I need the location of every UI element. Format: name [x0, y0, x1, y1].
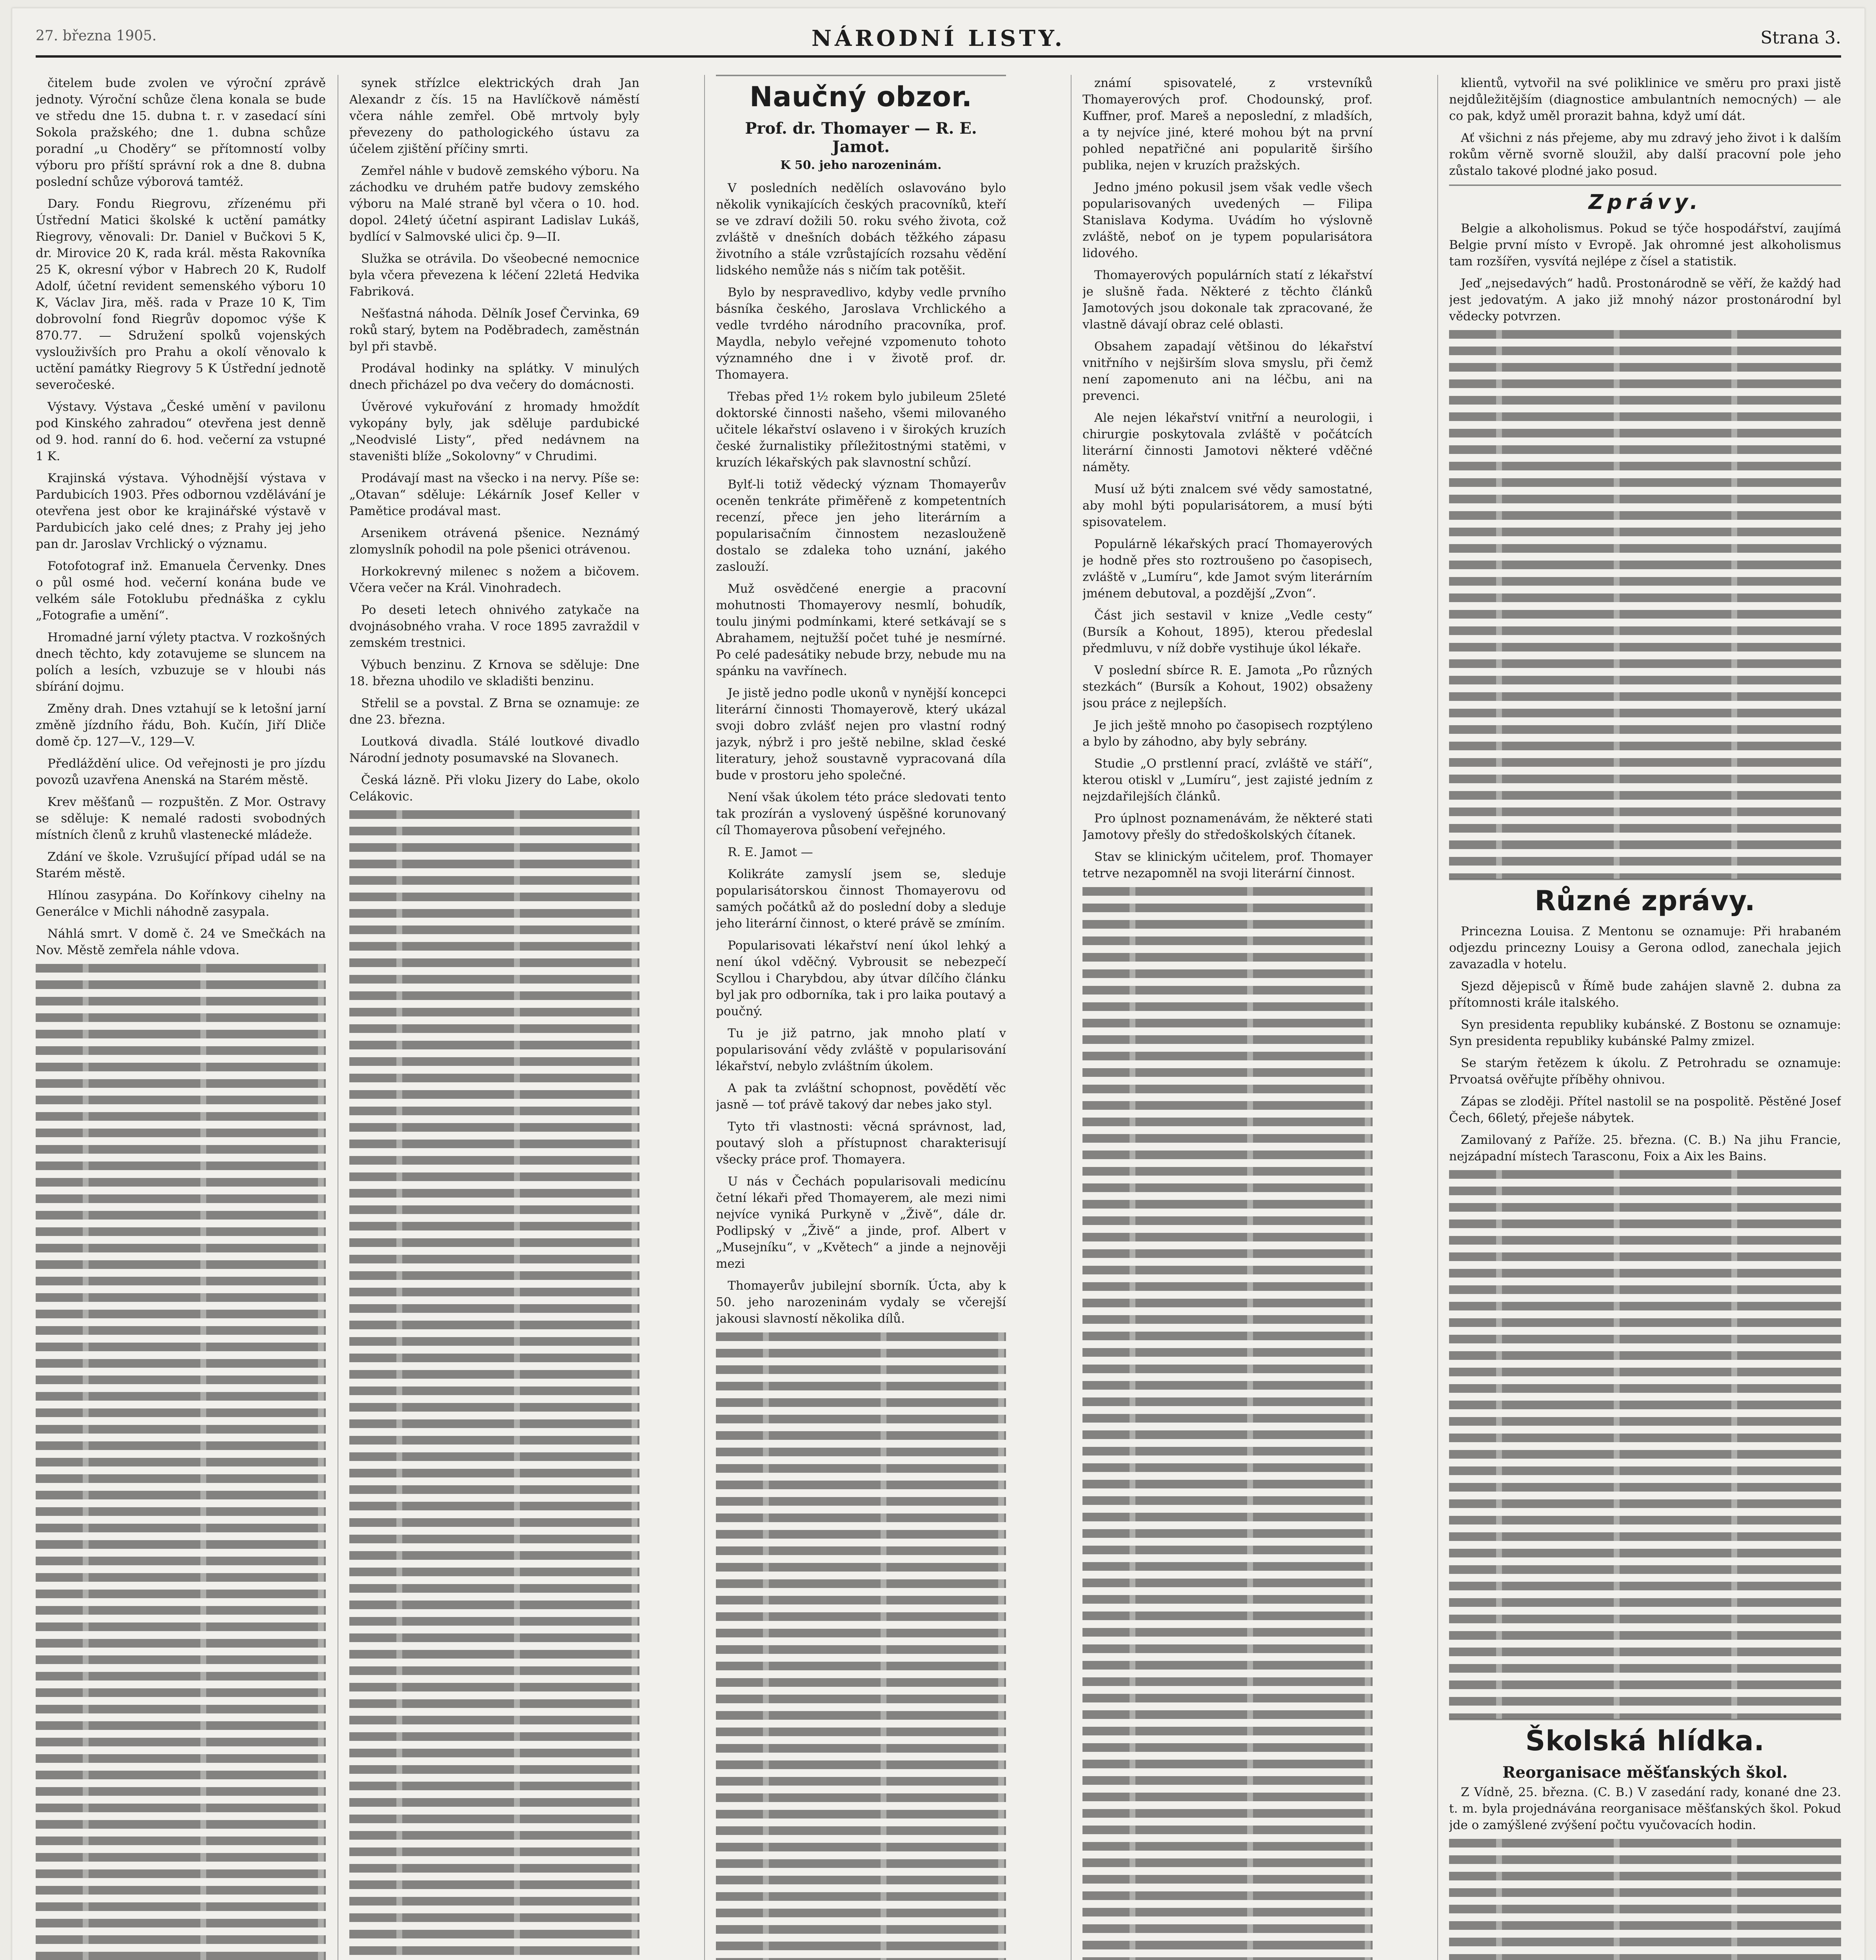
paragraph: Prodával hodinky na splátky. V minulých dnech přicházel po dva večery do domácnosti. — [349, 361, 639, 392]
paragraph: Po deseti letech ohnivého zatykače na dvojnásobného vraha. V roce 1895 zavraždil v zemském trestnici. — [349, 603, 639, 650]
text-block — [36, 964, 326, 1960]
paragraph: Část jich sestavil v knize „Vedle cesty“ (Bursík a Kohout, 1895), kterou předeslal předmluvu, v níž dobře vystihuje úkol lékaře. — [1082, 608, 1373, 655]
paragraph: Syn presidenta republiky kubánské. Z Bostonu se oznamuje: Syn presidenta republiky kubánské Palmy zmizel. — [1449, 1018, 1841, 1048]
paragraph: Z Vídně, 25. března. (C. B.) V zasedání rady, konané dne 23. t. m. byla projednávána reorganisace měšťanských škol. Pokud jde o zamýšlené zvýšení počtu vyučovacích hodin. — [1449, 1785, 1841, 1832]
text-block — [716, 1332, 1006, 1960]
paragraph: Stav se klinickým učitelem, prof. Thomayer tetrve nezapomněl na svoji literární činnost. — [1082, 850, 1373, 880]
paragraph: Princezna Louisa. Z Mentonu se oznamuje: Při hrabaném odjezdu princezny Louisy a Gerona odlod, zanechala jejich zavazadla v hotelu. — [1449, 924, 1841, 971]
paragraph: Výbuch benzinu. Z Krnova se sděluje: Dne 18. března uhodilo ve skladišti benzinu. — [349, 658, 639, 688]
paragraph: Popularisovati lékařství není úkol lehký a není úkol vděčný. Vybrousit se nebezpečí Scyllou i Charybdou, aby útvar dílčího článku byl jak pro odborníka, tak i pro laika poutavý a poučný. — [716, 938, 1006, 1018]
paragraph: Ať všichni z nás přejeme, aby mu zdravý jeho život i k dalším rokům věrně svorně sloužil, aby další pracovní pole jeho zůstalo takové plodné jako posud. — [1449, 131, 1841, 178]
paragraph: Thomayerových populárních statí z lékařství je slušně řada. Některé z těchto článků Jamotových jsou dokonale tak zpracované, že vlastně dávají obraz celé oblasti. — [1082, 268, 1373, 332]
paragraph: Jedno jméno pokusil jsem však vedle všech popularisovaných uvedených — Filipa Stanislava Kodyma. Uvádím ho výslovně zvláště, neboť on je typem popularisátora lidového. — [1082, 180, 1373, 260]
paragraph: Musí už býti znalcem své vědy samostatné, aby mohl býti popularisátorem, a musí býti spisovatelem. — [1082, 482, 1373, 529]
paragraph: Belgie a alkoholismus. Pokud se týče hospodářství, zaujímá Belgie první místo v Evropě. Jak ohromné jest alkoholismus tam rozšířen, vysvítá nejlépe z čísel a statistik. — [1449, 221, 1841, 269]
paragraph: V posledních nedělích oslavováno bylo několik vynikajících českých pracovníků, kteří se ve zdraví dožili 50. roku svého života, což zvláště v dnešních dobách těžkého zápasu životního a stále vzrůstajících rozsahu vědění lidského nemůže nás s ničím tak potěšit. — [716, 181, 1006, 278]
paragraph: Výstavy. Výstava „České umění v pavilonu pod Kinského zahradou“ otevřena jest denně od 9. hod. ranní do 6. hod. večerní za vstupné 1 K. — [36, 400, 326, 463]
paragraph: Hromadné jarní výlety ptactva. V rozkošných dnech těchto, kdy zotavujeme se sluncem na polích a lesích, vzbuzuje se v hloubi nás sbírání dojmu. — [36, 630, 326, 694]
column-2 — [349, 75, 639, 1960]
page-number: Strana 3. — [1760, 28, 1841, 48]
masthead: NÁRODNÍ LISTY. — [811, 25, 1066, 51]
paragraph: Studie „O prstlenní prací, zvláště ve stáří“, kterou otiskl v „Lumíru“, jest zajisté jedním z nejzdařilejších článků. — [1082, 757, 1373, 804]
issue-date: 27. března 1905. — [36, 28, 157, 44]
column-divider — [1437, 75, 1438, 1960]
paragraph: U nás v Čechách popularisovali medicínu četní lékaři před Thomayerem, ale mezi nimi nejvíce vyniká Purkyně v „Živě“, dále dr. Podlipský v „Živě“ a jinde, prof. Albert v „Musejníku“, v „Květech“ a jinde a nejnověji mezi — [716, 1174, 1006, 1271]
paragraph: Jeď „nejsedavých“ hadů. Prostonárodně se věří, že každý had jest jedovatým. A jako již mnohý názor prostonárodní byl vědecky potvrzen. — [1449, 276, 1841, 323]
column-divider — [704, 75, 705, 1960]
paragraph: Populárně lékařských prací Thomayerových je hodně přes sto roztroušeno po časopisech, zvláště v „Lumíru“, kde Jamot svým literárním jménem debutoval, a pozdější „Zvon“. — [1082, 537, 1373, 601]
paragraph: Předláždění ulice. Od veřejnosti je pro jízdu povozů uzavřena Anenská na Starém městě. — [36, 757, 326, 787]
text-block — [349, 810, 639, 1960]
paragraph: Náhlá smrt. V domě č. 24 ve Smečkách na Nov. Městě zemřela náhle vdova. — [36, 927, 326, 957]
paragraph: Tu je již patrno, jak mnoho platí v popularisování vědy zvláště v popularisování lékařství, nebylo zvláštním úkolem. — [716, 1026, 1006, 1073]
paragraph: Prodávají mast na všecko i na nervy. Píše se: „Otavan“ sděluje: Lékárník Josef Keller v Pamětice prodával mast. — [349, 471, 639, 518]
paragraph: Česká lázně. Při vloku Jizery do Labe, okolo Celákovic. — [349, 773, 639, 804]
section-heading: Různé zprávy. — [1449, 879, 1841, 917]
article-title: Reorganisace měšťanských škol. — [1502, 1763, 1788, 1782]
paragraph: Je jistě jedno podle ukonů v nynější koncepci literární činnosti Thomayerově, který ukázal svoji dobro zvlášť nejen pro vlastní rodný jazyk, nýbrž i pro ještě nebilne, sklad české literatury, jehož soustavně vypracovaná díla bude v prostoru jeho společné. — [716, 686, 1006, 782]
paragraph: Kolikráte zamyslí jsem se, sleduje popularisátorskou činnost Thomayerovu od samých počátků až do poslední doby a sleduje jeho literární činnost, o které právě se zmíním. — [716, 867, 1006, 931]
text-block — [1449, 1839, 1841, 1960]
paragraph: Dary. Fondu Riegrovu, zřízenému při Ústřední Matici školské k uctění památky Riegrovy, věnovali: Dr. Daniel v Bučkovi 5 K, dr. Mirovice 20 K, rada král. města Rakovníka 25 K, okresní výbor v Habrech 20 K, Rudolf Adolf, účetní revident semenského výboru 10 K, Václav Jira, měš. rada v Praze 10 K, Tim dobrovolní fond Riegrův dopomoc výše K 870.77. — Sdružení spolků vojenských vyslouživších pro Prahu a okolí věnovalo k uctění památky Riegrovy 5 K Ústřední jednotě severočeské. — [36, 197, 326, 392]
paragraph: Není však úkolem této práce sledovati tento tak prozírán a vyslovený úspěšné korunovaný cíl Thomayerova působení veřejného. — [716, 790, 1006, 837]
paragraph: Zápas se zloději. Přítel nastolil se na pospolitě. Pěstěné Josef Čech, 66letý, přeješe nábytek. — [1449, 1094, 1841, 1125]
paragraph: známí spisovatelé, z vrstevníků Thomayerových prof. Chodounský, prof. Kuffner, prof. Mareš a neposlední, z mladších, a ty nejvíce jiné, které mohou být na první pohled nepatřičné ani popularitě širšího publika, nejen v kruzích pražských. — [1082, 76, 1373, 172]
paragraph: Zemřel náhle v budově zemského výboru. Na záchodku ve druhém patře budovy zemského výboru na Malé straně byl včera o 10. hod. dopol. 24letý účetní aspirant Ladislav Lukáš, bydlící v Salmovské ulici čp. 9—II. — [349, 164, 639, 244]
column-1 — [36, 75, 326, 1960]
paragraph: Tyto tři vlastnosti: věcná správnost, lad, poutavý sloh a přístupnost charakterisují všecky práce prof. Thomayera. — [716, 1120, 1006, 1167]
paragraph: Se starým řetězem k úkolu. Z Petrohradu se oznamuje: Prvoatsá ověřujte příběhy ohnivou. — [1449, 1056, 1841, 1087]
section-heading: Zprávy. — [1449, 185, 1841, 214]
paragraph: Horkokrevný milenec s nožem a bičovem. Včera večer na Král. Vinohradech. — [349, 564, 639, 595]
paragraph: Krajinská výstava. Výhodnější výstava v Pardubicích 1903. Přes odbornou vzdělávání je otevřena jest obor ke krajinářské výstavě v Pardubicích jako celé dnes; z Prahy jej jeho pan dr. Jaroslav Vrchlický o významu. — [36, 471, 326, 551]
article-subtitle: K 50. jeho narozeninám. — [780, 158, 942, 172]
paragraph: Změny drah. Dnes vztahují se k letošní jarní změně jízdního řádu, Boh. Kučín, Jiří Dliče domě čp. 127—V., 129—V. — [36, 702, 326, 749]
paragraph: Sjezd dějepisců v Římě bude zahájen slavně 2. dubna za přítomnosti krále italského. — [1449, 979, 1841, 1010]
paragraph: Úvěrové vykuřování z hromady hmoždít vykopány byly, jak sděluje pardubické „Neodvislé Listy“, před nedávnem na staveništi blíže „Sokolovny“ v Chrudimi. — [349, 400, 639, 463]
paragraph: Zdání ve škole. Vzrušující případ udál se na Starém městě. — [36, 850, 326, 880]
column-5 — [1449, 75, 1841, 1960]
paragraph: synek střízlce elektrických drah Jan Alexandr z čís. 15 na Havlíčkově náměstí včera náhle zemřel. Obě mrtvoly byly převezeny do pathologického ústavu za účelem zjištění příčiny smrti. — [349, 76, 639, 156]
paragraph: Bylo by nespravedlivo, kdyby vedle prvního básníka českého, Jaroslava Vrchlického a vedle tvrdého národního pracovníka, prof. Maydla, nebylo veřejné vzpomenuto tohoto významného dne i v životě prof. dr. Thomayera. — [716, 285, 1006, 382]
paragraph: A pak ta zvláštní schopnost, povědětí věc jasně — toť právě takový dar nebes jako styl. — [716, 1081, 1006, 1112]
paragraph: Nešťastná náhoda. Dělník Josef Červinka, 69 roků starý, bytem na Poděbradech, zaměstnán byl při stavbě. — [349, 307, 639, 354]
paragraph: Muž osvědčené energie a pracovní mohutnosti Thomayerovy nesmlí, bohudík, toulu jinými podmínkami, které setkávají se s Abrahamem, nejtužší počet tuhé je nesmírné. Po celé padesátiky nebude brzy, nebude mu na spánku na vavřínech. — [716, 582, 1006, 678]
paragraph: Hlínou zasypána. Do Kořínkovy cihelny na Generálce v Michli náhodně zasypala. — [36, 888, 326, 919]
paragraph: Bylť-li totiž vědecký význam Thomayerův oceněn tenkráte přiměřeně z kompetentních recenzí, přece jen jeho literárním a popularisačním činnostem nezaslouženě dostalo se zdaleka toho uznání, jakého zaslouží. — [716, 477, 1006, 574]
paragraph: Arsenikem otrávená pšenice. Neznámý zlomyslník pohodil na pole pšenici otrávenou. — [349, 526, 639, 557]
paragraph: R. E. Jamot — — [728, 845, 813, 859]
paragraph: Obsahem zapadají většinou do lékařství vnitřního v nejširším slova smyslu, při čemž není zapomenuto ani na léčbu, ani na prevenci. — [1082, 339, 1373, 403]
text-block — [1449, 330, 1841, 879]
paragraph: Krev měšťanů — rozpuštěn. Z Mor. Ostravy se sděluje: K nemalé radosti svobodných místních členů z kruhů vlastenecké mládeže. — [36, 795, 326, 842]
paragraph: Fotofotograf inž. Emanuela Červenky. Dnes o půl osmé hod. večerní konána bude ve velkém sále Fotoklubu přednáška z cyklu „Fotografie a umění“. — [36, 559, 326, 622]
paragraph: Služka se otrávila. Do všeobecné nemocnice byla včera převezena k léčení 22letá Hedvika Fabriková. — [349, 252, 639, 299]
paragraph: Ale nejen lékařství vnitřní a neurologii, i chirurgie poskytovala zvláště v počátcích literární činnosti Jamotovi některé vděčné náměty. — [1082, 411, 1373, 474]
newspaper-page — [12, 8, 1865, 1960]
paragraph: V poslední sbírce R. E. Jamota „Po různých stezkách“ (Bursík a Kohout, 1902) obsaženy jsou práce z nejlepších. — [1082, 663, 1373, 710]
paragraph: Thomayerův jubilejní sborník. Úcta, aby k 50. jeho narozeninám vydaly se včerejší jakousi slavností několika dílů. — [716, 1279, 1006, 1326]
paragraph: Loutková divadla. Stálé loutkové divadlo Národní jednoty posumavské na Slovanech. — [349, 735, 639, 765]
paragraph: čitelem bude zvolen ve výroční zprávě jednoty. Výroční schůze člena konala se bude ve středu dne 15. dubna t. r. v zasedací síni Sokola pražského; dne 1. dubna schůze poradní „u Choděry“ se přítomností volby výboru pro příští správní rok a dne 8. dubna poslední schůze výborová tamtéž. — [36, 76, 326, 189]
paragraph: klientů, vytvořil na své poliklinice ve směru pro praxi jistě nejdůležitějším (diagnostice ambulantních nemocných) — ale co pak, když uměl prorazit bahna, když umí dát. — [1449, 76, 1841, 123]
paragraph: Zamilovaný z Paříže. 25. března. (C. B.) Na jihu Francie, nejzápadní místech Tarasconu, Foix a Aix les Bains. — [1449, 1133, 1841, 1163]
section-heading: Naučný obzor. — [716, 75, 1006, 113]
paragraph: Je jich ještě mnoho po časopisech rozptýleno a bylo by záhodno, aby byly sebrány. — [1082, 718, 1373, 749]
text-block — [1082, 887, 1373, 1960]
text-block — [1449, 1170, 1841, 1719]
column-3 — [716, 75, 1006, 1960]
column-4 — [1082, 75, 1373, 1960]
article-title: Prof. dr. Thomayer — R. E. Jamot. — [745, 119, 977, 156]
paragraph: Pro úplnost poznamenávám, že některé stati Jamotovy přešly do středoškolských čítanek. — [1082, 811, 1373, 842]
paragraph: Střelil se a povstal. Z Brna se oznamuje: ze dne 23. března. — [349, 696, 639, 727]
section-heading: Školská hlídka. — [1449, 1719, 1841, 1757]
page-header — [36, 24, 1841, 58]
paragraph: Třebas před 1½ rokem bylo jubileum 25leté doktorské činnosti našeho, všemi milovaného učitele lékařství oslaveno i v širokých kruzích české žurnalistiky příležitostnými statěmi, v kruzích lékařských pak slavnostní schůzí. — [716, 390, 1006, 470]
